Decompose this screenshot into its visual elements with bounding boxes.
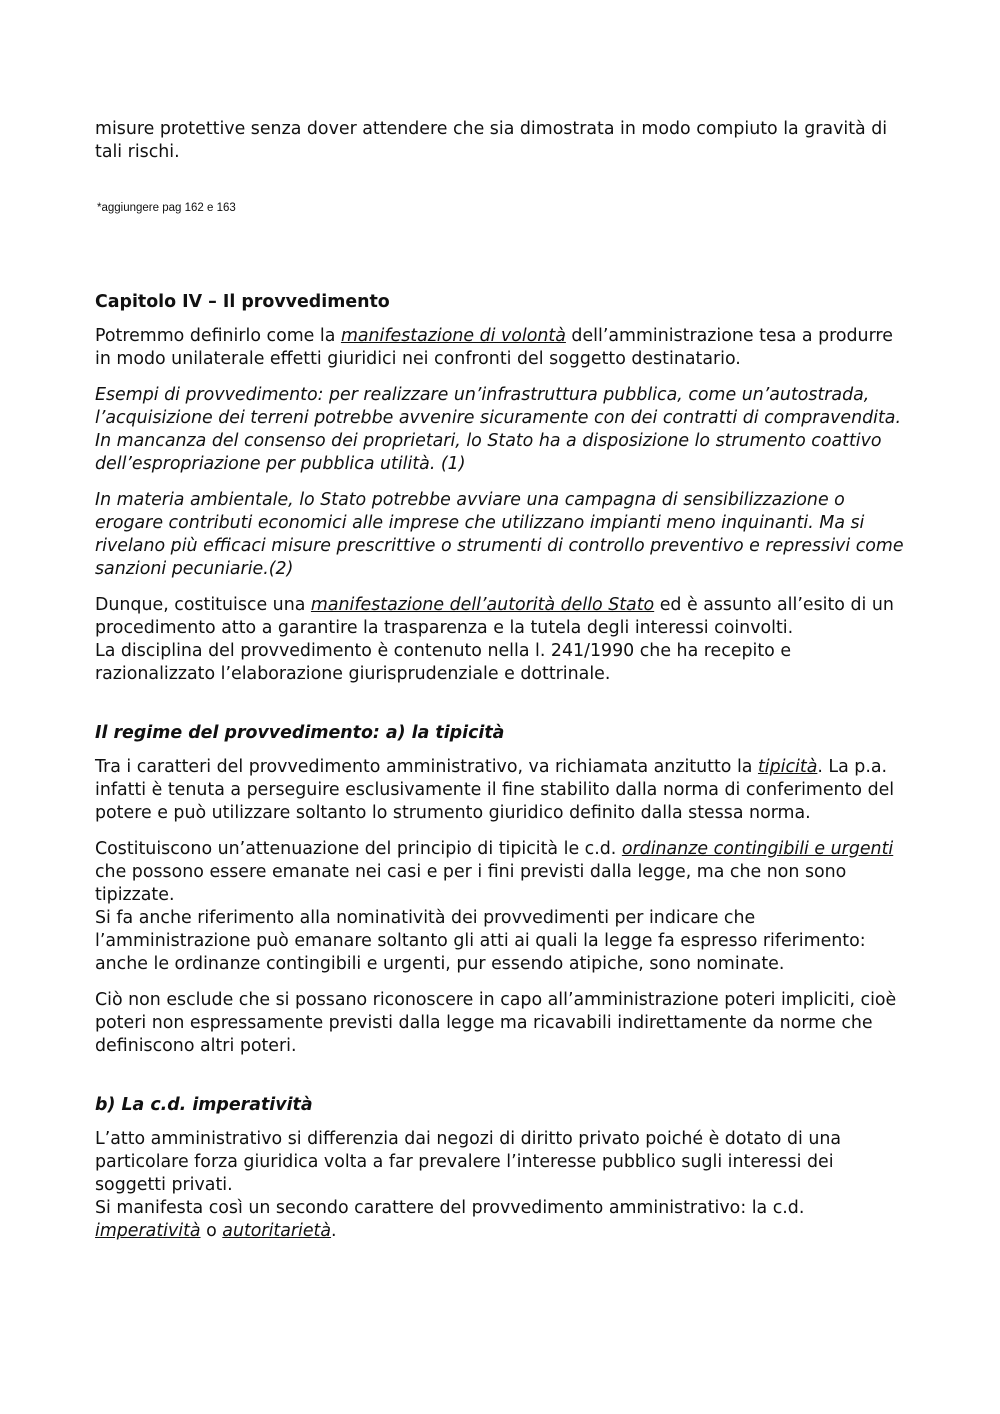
chapter-example-2: In materia ambientale, lo Stato potrebbe avviare una campagna di sensibilizzazione o erogare contributi economici alle imprese che utilizzano impianti meno inquinanti. Ma si rivelano più efficaci misure prescrittive o strumenti di controllo preventivo e repressivi come sanzioni pecuniarie.(2) xyxy=(95,490,904,579)
chapter-title: Capitolo IV – Il provvedimento xyxy=(95,292,390,312)
chapter-paragraph-4: Dunque, costituisce una manifestazione dell’autorità dello Stato ed è assunto all’esito di un procedimento atto a garantire la trasparenza e la tutela degli interessi coinvolti. xyxy=(95,595,894,638)
underlined-term: imperatività xyxy=(95,1221,201,1241)
section-b-title: b) La c.d. imperatività xyxy=(95,1095,313,1115)
section-a-title: Il regime del provvedimento: a) la tipicità xyxy=(95,723,505,743)
underlined-term: manifestazione dell’autorità dello Stato xyxy=(310,595,655,615)
underlined-term: tipicità xyxy=(757,757,818,777)
document-page xyxy=(95,118,910,1243)
section-a-paragraph-3: Ciò non esclude che si possano riconoscere in capo all’amministrazione poteri impliciti, cioè poteri non espressamente previsti dalla legge ma ricavabili indirettamente da norme che definiscono altri poteri. xyxy=(95,990,897,1056)
section-a-paragraph-2-continued: Si fa anche riferimento alla nominatività dei provvedimenti per indicare che l’amministrazione può emanare soltanto gli atti ai quali la legge fa espresso riferimento: anche le ordinanze contingibili e urgenti, pur essendo atipiche, sono nominate. xyxy=(95,908,866,974)
underlined-term: manifestazione di volontà xyxy=(340,326,566,346)
section-b-paragraph-1: L’atto amministrativo si differenzia dai negozi di diritto privato poiché è dotato di una particolare forza giuridica volta a far prevalere l’interesse pubblico sugli interessi dei soggetti privati. xyxy=(95,1129,842,1195)
footnote: *aggiungere pag 162 e 163 xyxy=(97,202,236,214)
section-b-paragraph-1-continued: Si manifesta così un secondo carattere del provvedimento amministrativo: la c.d. imperatività o autoritarietà. xyxy=(95,1198,805,1241)
section-a-paragraph-2: Costituiscono un’attenuazione del principio di tipicità le c.d. ordinanze contingibili e urgenti che possono essere emanate nei casi e per i fini previsti dalla legge, ma che non sono tipizzate. xyxy=(95,839,894,905)
underlined-term: ordinanze contingibili e urgenti xyxy=(621,839,894,859)
section-a-paragraph-1: Tra i caratteri del provvedimento amministrativo, va richiamata anzitutto la tipicità. La p.a. infatti è tenuta a perseguire esclusivamente il fine stabilito dalla norma di conferimento del potere e può utilizzare soltanto lo strumento giuridico definito dalla stessa norma. xyxy=(95,757,895,823)
chapter-paragraph-1: Potremmo definirlo come la manifestazione di volontà dell’amministrazione tesa a produrre in modo unilaterale effetti giuridici nei confronti del soggetto destinatario. xyxy=(95,326,893,369)
underlined-term: autoritarietà xyxy=(222,1221,332,1241)
chapter-example-1: Esempi di provvedimento: per realizzare un’infrastruttura pubblica, come un’autostrada, l’acquisizione dei terreni potrebbe avvenire sicuramente con dei contratti di compravendita. In mancanza del consenso dei proprietari, lo Stato ha a disposizione lo strumento coattivo dell’espropriazione per pubblica utilità. (1) xyxy=(95,385,901,474)
continued-paragraph: misure protettive senza dover attendere che sia dimostrata in modo compiuto la gravità di tali rischi. xyxy=(95,119,888,162)
chapter-paragraph-4-continued: La disciplina del provvedimento è contenuto nella l. 241/1990 che ha recepito e razionalizzato l’elaborazione giurisprudenziale e dottrinale. xyxy=(95,641,792,684)
